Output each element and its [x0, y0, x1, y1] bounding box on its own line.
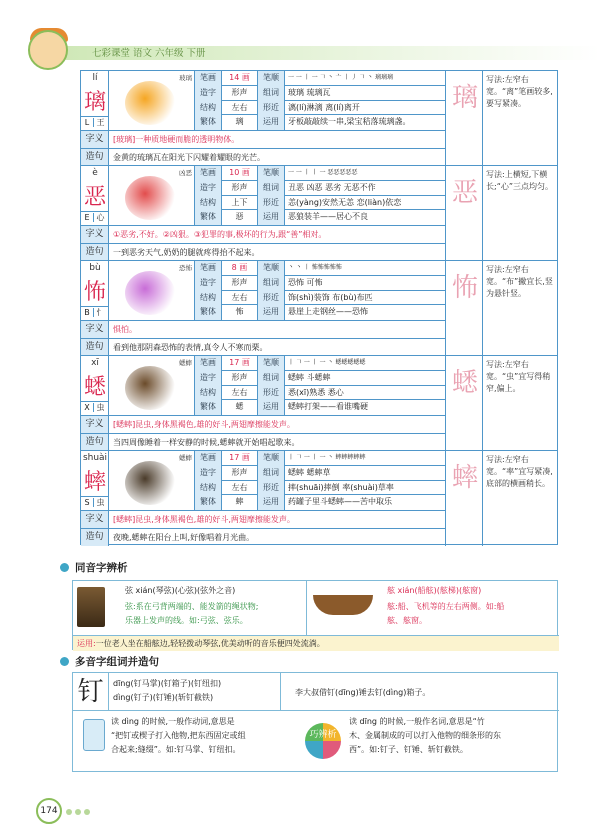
practice-grid: [445, 261, 483, 356]
zaozi: 形声: [222, 86, 258, 101]
label-fanti: 繁体: [195, 305, 222, 320]
label-zaozi: 造字: [195, 276, 222, 291]
label-ziwen: 字义: [81, 226, 109, 243]
radical-box: [81, 496, 109, 510]
label-zaoju: 造句: [81, 339, 109, 356]
radical: 虫: [96, 403, 105, 412]
label-xingjin: 形近: [258, 481, 285, 496]
meaning-rows: [81, 130, 445, 166]
picture-word: 玻璃: [179, 74, 192, 82]
label-bishun: 笔顺: [258, 356, 285, 371]
label-bishun: 笔顺: [258, 451, 285, 466]
polyphone-explain-left: [111, 715, 291, 757]
label-ziwen: 字义: [81, 131, 109, 148]
yunyong: 牙板敲敲续一串,梁宝秸落琉璃盏。: [288, 117, 411, 127]
yunyong: 蟋蟀打架——看谁嘴硬: [288, 402, 368, 412]
char-picture: [109, 166, 195, 225]
label-zaoju: 造句: [81, 529, 109, 546]
polyphone-char: 钉: [73, 673, 109, 711]
zaozi: 形声: [222, 181, 258, 196]
char-picture: [109, 451, 195, 510]
zaozi: 形声: [222, 371, 258, 386]
radical-letter: L: [81, 118, 94, 127]
info-grid: [195, 356, 445, 415]
info-grid: [195, 71, 445, 130]
jiegou: 左右: [222, 386, 258, 401]
polyphone-words: [109, 673, 281, 711]
label-bihua: 笔画: [195, 261, 222, 276]
page-header: [0, 0, 600, 70]
polyphone-section-title: 多音字组词并造句: [60, 654, 159, 669]
strokes: 14 画: [222, 71, 258, 86]
meaning: [蟋蟀]昆虫,身体黑褐色,雄的好斗,两翅摩擦能发声。: [113, 420, 295, 429]
xingjin: 摔(shuāi)摔倒 率(shuài)草率: [288, 482, 394, 492]
explain-right-1: 读 dīng 的时候,一般作名词,意思是“竹: [349, 717, 485, 726]
label-yunyong: 运用: [258, 495, 285, 510]
strokes: 10 画: [222, 166, 258, 181]
xingjin: 饰(shì)装饰 布(bù)布匹: [288, 292, 373, 302]
zaozi: 形声: [222, 466, 258, 481]
sentence: 当四周像睡着一样安静的时候,蟋蟀就开始唱起歌来。: [113, 438, 300, 447]
stroke-order: ⼀ ⼀ ⼁ ⼀ 𠃍 ⼂ 亠 ⼁ ⼃ 𠃍 ⼂ 璃璃璃: [288, 74, 393, 81]
label-zaoju: 造句: [81, 434, 109, 451]
illustration-icon: [125, 81, 175, 125]
pinyin: xī: [91, 358, 99, 368]
polyphone-explain-right: [349, 715, 554, 757]
polyphone-words-2: dìng(钉子)(钉锤)(斩钉截铁): [113, 693, 214, 702]
label-zaozi: 造字: [195, 466, 222, 481]
jiegou: 上下: [222, 196, 258, 211]
illustration-icon: [125, 176, 175, 220]
practice-grid: [445, 451, 483, 546]
jiegou: 左右: [222, 101, 258, 116]
meaning: [蟋蟀]昆虫,身体黑褐色,雄的好斗,两翅摩擦能发声。: [113, 515, 295, 524]
fanti: 惡: [222, 210, 258, 225]
label-zuci: 组词: [258, 86, 285, 101]
meaning: [玻璃]一种质地硬而脆的透明物体。: [113, 135, 240, 144]
explain-left-2: “把钉或楔子打入他物,把东西固定或组: [111, 731, 246, 740]
homophone-right-head: 舷 xián(船舷)(舷梯)(舷窗): [387, 586, 482, 595]
xingjin: 恙(yàng)安然无恙 恋(liàn)依恋: [288, 197, 402, 207]
jiegou: 左右: [222, 291, 258, 306]
illustration-icon: [125, 461, 175, 505]
sentence: 金黄的琉璃瓦在阳光下闪耀着耀眼的光芒。: [113, 153, 265, 162]
homophone-left-body1: 弦:系在弓背两端的、能发箭的绳状物;: [125, 602, 259, 611]
zuci: 恐怖 可怖: [288, 277, 323, 287]
label-xingjin: 形近: [258, 196, 285, 211]
pinyin: lí: [92, 73, 98, 83]
jiegou: 左右: [222, 481, 258, 496]
polyphone-bottom: [73, 711, 559, 773]
radical-box: [81, 306, 109, 320]
polyphone-box: [72, 672, 558, 772]
radical-box: [81, 116, 109, 130]
strokes: 8 画: [222, 261, 258, 276]
practice-grid: [445, 166, 483, 261]
label-jiegou: 结构: [195, 196, 222, 211]
homophone-section-title: 同音字辨析: [60, 560, 128, 575]
cup-icon: [83, 719, 105, 751]
homophone-right-body1: 舷:船、飞机等的左右两侧。如:船: [387, 602, 505, 611]
label-yunyong: 运用: [258, 305, 285, 320]
label-ziwen: 字义: [81, 511, 109, 528]
mascot-icon: [28, 30, 68, 70]
writing-tip: 写法:左窄右宽。“离”笔画较多,要写紧凑。: [486, 75, 553, 108]
practice-char: 蟀: [451, 463, 478, 493]
homophone-box: [72, 580, 558, 650]
radical-letter: S: [81, 498, 94, 507]
practice-grid: [445, 356, 483, 451]
fanti: 蟀: [222, 495, 258, 510]
label-jiegou: 结构: [195, 386, 222, 401]
header-title: 七彩课堂 语文 六年级 下册: [92, 48, 206, 59]
radical-box: [81, 401, 109, 415]
homophone-right-body2: 舷、舷窗。: [387, 616, 427, 625]
radical-box: [81, 211, 109, 225]
info-grid: [195, 451, 445, 510]
usage-label: 运用:: [77, 639, 96, 648]
stroke-order: ⼀ ⼀ ⼁ ⼁ ⼀ 恶恶恶恶恶: [288, 169, 358, 176]
main-char: 蟋: [83, 375, 106, 400]
main-char: 璃: [83, 90, 106, 115]
label-zuci: 组词: [258, 466, 285, 481]
meaning-rows: [81, 225, 445, 261]
picture-word: 凶恶: [179, 169, 192, 177]
zuci: 蟋蟀 斗蟋蟀: [288, 372, 331, 382]
info-grid: [195, 166, 445, 225]
label-bihua: 笔画: [195, 166, 222, 181]
main-char: 恶: [83, 185, 106, 210]
char-picture: [109, 71, 195, 130]
label-zaozi: 造字: [195, 181, 222, 196]
main-char: 蟀: [83, 470, 106, 495]
picture-word: 蟋蟀: [179, 454, 192, 462]
radical-letter: X: [81, 403, 94, 412]
strokes: 17 画: [222, 356, 258, 371]
homophone-right: [307, 581, 559, 635]
meaning: 惧怕。: [113, 325, 137, 334]
character-entry: [80, 260, 558, 355]
illustration-icon: [125, 271, 175, 315]
pinyin: è: [92, 168, 98, 178]
character-entry: [80, 70, 558, 165]
polyphone-top: [73, 673, 559, 711]
homophone-left-head: 弦 xián(琴弦)(心弦)(弦外之音): [125, 586, 236, 595]
fanti: 璃: [222, 115, 258, 130]
usage-text: 一位老人坐在船舷边,轻轻拨动琴弦,优美动听的音乐便四处流淌。: [95, 639, 325, 648]
stroke-order: ⼁ 𠃍 ⼀ ⼁ ⼀ ⼂ 蟋蟋蟋蟋蟋: [288, 359, 366, 366]
zuci: 丑恶 凶恶 恶劣 无恶不作: [288, 182, 376, 192]
meaning-rows: [81, 415, 445, 451]
practice-char: 璃: [451, 83, 478, 113]
dot-icon: [66, 809, 72, 815]
stroke-order: ⼁ 𠃍 ⼀ ⼁ ⼀ ⼂ 蟀蟀蟀蟀蟀: [288, 454, 366, 461]
label-jiegou: 结构: [195, 291, 222, 306]
radical: 王: [96, 118, 105, 127]
fanti: 蟋: [222, 400, 258, 415]
label-ziwen: 字义: [81, 416, 109, 433]
label-yunyong: 运用: [258, 400, 285, 415]
illustration-icon: [125, 366, 175, 410]
label-fanti: 繁体: [195, 210, 222, 225]
label-jiegou: 结构: [195, 481, 222, 496]
radical-letter: E: [81, 213, 94, 222]
label-ziwen: 字义: [81, 321, 109, 338]
label-jiegou: 结构: [195, 101, 222, 116]
character-entry: [80, 165, 558, 260]
label-zaozi: 造字: [195, 86, 222, 101]
label-zaoju: 造句: [81, 149, 109, 166]
yunyong: 悬崖上走钢丝——恐怖: [288, 307, 368, 317]
label-fanti: 繁体: [195, 115, 222, 130]
dot-icon: [75, 809, 81, 815]
page-dots: [66, 808, 93, 818]
label-xingjin: 形近: [258, 386, 285, 401]
pinyin: bù: [89, 263, 101, 273]
strokes: 17 画: [222, 451, 258, 466]
char-cell: [81, 261, 109, 320]
picture-word: 恐怖: [179, 264, 192, 272]
zither-icon: [77, 587, 105, 627]
radical: 忄: [96, 308, 105, 317]
label-xingjin: 形近: [258, 291, 285, 306]
pinyin: shuài: [82, 453, 108, 463]
meaning-rows: [81, 320, 445, 356]
char-cell: [81, 71, 109, 130]
dot-icon: [84, 809, 90, 815]
explain-right-2: 木、金属制成的可以打入他物的细条形的东: [349, 731, 501, 740]
label-zaoju: 造句: [81, 244, 109, 261]
info-grid: [195, 261, 445, 320]
polyphone-sentence: 李大叔借钉(dīng)锤去钉(dìng)箱子。: [295, 688, 431, 697]
zuci: 玻璃 琉璃瓦: [288, 87, 331, 97]
yunyong: 药罐子里斗蟋蟀——苦中取乐: [288, 497, 392, 507]
writing-tip: 写法:左窄右宽。“率”宜写紧凑,底部的横画稍长。: [486, 455, 553, 488]
bullet-icon: [60, 563, 69, 572]
character-table: [80, 70, 558, 545]
xingjin: 悉(xī)熟悉 悉心: [288, 387, 344, 397]
radical: 心: [96, 213, 105, 222]
char-picture: [109, 261, 195, 320]
label-bishun: 笔顺: [258, 71, 285, 86]
writing-tip: 写法:左窄右宽。“虫”宜写得稍窄,偏上。: [486, 360, 551, 393]
label-zuci: 组词: [258, 276, 285, 291]
radical: 虫: [96, 498, 105, 507]
main-char: 怖: [83, 280, 106, 305]
label-zuci: 组词: [258, 371, 285, 386]
fanti: 怖: [222, 305, 258, 320]
explain-right-3: 西”。如:钉子、钉锤、斩钉截铁。: [349, 745, 468, 754]
homophone-left-body2: 乐器上发声的线。如:弓弦、弦乐。: [125, 616, 248, 625]
zuci: 蟋蟀 蟋蟀草: [288, 467, 331, 477]
practice-char: 怖: [451, 273, 478, 303]
sentence: 一到恶劣天气,奶奶的腿就疼得抬不起来。: [113, 248, 260, 257]
yunyong: 恶狼装羊——居心不良: [288, 212, 368, 222]
radical-letter: B: [81, 308, 94, 317]
label-bishun: 笔顺: [258, 166, 285, 181]
character-entry: [80, 355, 558, 450]
label-fanti: 繁体: [195, 495, 222, 510]
homophone-usage: [73, 635, 559, 651]
character-entry: [80, 450, 558, 545]
label-zaozi: 造字: [195, 371, 222, 386]
label-bihua: 笔画: [195, 71, 222, 86]
stroke-order: ⼂ ⼂ ⼁ 怖怖怖怖怖: [288, 264, 342, 271]
meaning: ①恶劣,不好。②凶狠。③犯罪的事,极坏的行为,跟“善”相对。: [113, 230, 327, 239]
practice-char: 蟋: [451, 368, 478, 398]
label-yunyong: 运用: [258, 210, 285, 225]
tip-badge: 巧辨析: [305, 723, 341, 759]
picture-word: 蟋蟀: [179, 359, 192, 367]
explain-left-3: 合起来;缝缀”。如:钉马掌、钉纽扣。: [111, 745, 241, 754]
bullet-icon: [60, 657, 69, 666]
writing-tip: 写法:左窄右宽。“布”撇宜长,竖为悬针竖。: [486, 265, 553, 298]
practice-grid: [445, 71, 483, 166]
char-cell: [81, 166, 109, 225]
label-bishun: 笔顺: [258, 261, 285, 276]
char-cell: [81, 356, 109, 415]
homophone-left: [73, 581, 307, 635]
page-number: 174: [36, 798, 62, 824]
label-xingjin: 形近: [258, 101, 285, 116]
boat-icon: [313, 595, 373, 615]
meaning-rows: [81, 510, 445, 546]
label-bihua: 笔画: [195, 356, 222, 371]
sentence: 夜晚,蟋蟀在阳台上叫,好像唱着月光曲。: [113, 533, 255, 542]
writing-tip: 写法:上横短,下横长;“心”三点均匀。: [486, 170, 553, 191]
xingjin: 漓(lí)淋漓 离(lí)离开: [288, 102, 360, 112]
explain-left-1: 读 dìng 的时候,一般作动词,意思是: [111, 717, 235, 726]
label-fanti: 繁体: [195, 400, 222, 415]
label-yunyong: 运用: [258, 115, 285, 130]
zaozi: 形声: [222, 276, 258, 291]
sentence: 看到他那阴森恐怖的表情,真令人不寒而栗。: [113, 343, 268, 352]
polyphone-words-1: dīng(钉马掌)(钉箱子)(钉纽扣): [113, 679, 222, 688]
char-cell: [81, 451, 109, 510]
practice-char: 恶: [451, 178, 478, 208]
label-zuci: 组词: [258, 181, 285, 196]
char-picture: [109, 356, 195, 415]
label-bihua: 笔画: [195, 451, 222, 466]
